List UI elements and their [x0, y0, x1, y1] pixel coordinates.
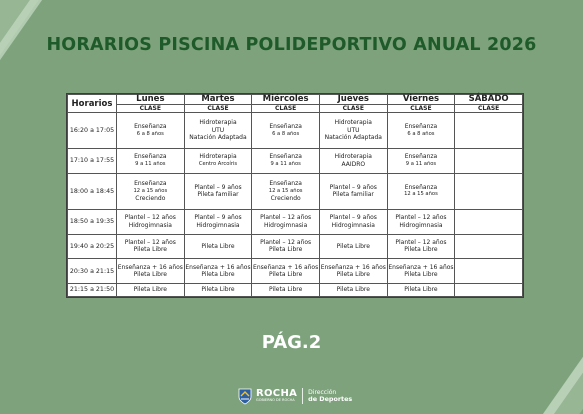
- class-line: Centro Arcoíris: [198, 160, 238, 167]
- class-line: Natación Adaptada: [189, 134, 247, 142]
- class-line: 12 a 15 años: [404, 191, 438, 198]
- class-header: CLASE: [117, 105, 185, 113]
- class-header: CLASE: [252, 105, 320, 113]
- class-header: CLASE: [319, 105, 387, 113]
- time-slot: 16:20 a 17:05: [68, 113, 117, 149]
- time-slot: 21:15 a 21:50: [68, 283, 117, 296]
- time-slot: 17:10 a 17:55: [68, 149, 117, 174]
- table-row: [68, 149, 523, 174]
- class-cell: [184, 283, 252, 296]
- class-cell: [387, 259, 455, 284]
- class-line: Pileta familiar: [332, 191, 374, 199]
- class-line: Enseñanza: [269, 123, 302, 131]
- footer-logo: [236, 387, 352, 405]
- department-line-2: de Deportes: [308, 395, 353, 403]
- class-cell: [387, 173, 455, 209]
- class-cell: [252, 173, 320, 209]
- schedule-body: [68, 113, 523, 297]
- class-line: Enseñanza + 16 años: [185, 263, 251, 271]
- class-line: Plantel – 12 años: [395, 214, 447, 222]
- class-header: CLASE: [455, 105, 523, 113]
- class-cell: [252, 259, 320, 284]
- class-line: 12 a 15 años: [133, 187, 168, 194]
- class-cell: [252, 234, 320, 259]
- class-line: Creciendo: [270, 195, 301, 203]
- class-line: Enseñanza + 16 años: [388, 263, 454, 271]
- class-line: Enseñanza: [404, 153, 438, 161]
- time-slot: 18:50 a 19:35: [68, 209, 117, 234]
- class-header: CLASE: [387, 105, 455, 113]
- class-cell: [117, 234, 185, 259]
- class-line: Pileta Libre: [336, 286, 370, 294]
- class-line: 9 a 11 años: [135, 160, 166, 167]
- class-cell: [455, 113, 523, 149]
- class-cell: [184, 234, 252, 259]
- class-line: Pileta Libre: [404, 271, 438, 279]
- class-line: Plantel – 12 años: [124, 214, 176, 222]
- department-line-1: Dirección: [308, 389, 337, 396]
- schedule-table-container: [66, 93, 524, 298]
- class-line: Pileta Libre: [268, 246, 303, 254]
- class-cell: [252, 283, 320, 296]
- class-line: UTU: [211, 126, 225, 134]
- class-line: 12 a 15 años: [268, 187, 303, 194]
- class-line: Natación Adaptada: [324, 134, 382, 142]
- class-line: Plantel – 12 años: [395, 238, 447, 246]
- table-row: [68, 209, 523, 234]
- class-line: UTU: [347, 126, 360, 134]
- class-line: Enseñanza: [134, 123, 167, 131]
- class-cell: [184, 173, 252, 209]
- class-line: Pileta Libre: [268, 286, 303, 294]
- class-cell: [117, 173, 185, 209]
- class-cell: [117, 209, 185, 234]
- class-cell: [455, 173, 523, 209]
- table-row: [68, 173, 523, 209]
- class-cell: [455, 209, 523, 234]
- day-header-wednesday: Miércoles: [252, 95, 320, 105]
- class-line: Pileta Libre: [268, 271, 303, 279]
- class-line: Hidroterapia: [199, 119, 237, 127]
- class-cell: [117, 149, 185, 174]
- class-cell: [455, 283, 523, 296]
- class-line: Plantel – 12 años: [260, 238, 312, 246]
- footer-divider: [302, 388, 303, 404]
- class-line: Pileta Libre: [404, 246, 438, 254]
- page-number: PÁG.2: [261, 332, 322, 353]
- class-cell: [387, 149, 455, 174]
- class-cell: [252, 149, 320, 174]
- class-line: Enseñanza: [404, 123, 438, 131]
- class-line: Pileta Libre: [133, 246, 167, 254]
- class-cell: [319, 209, 387, 234]
- class-line: Enseñanza: [134, 180, 167, 188]
- day-header-thursday: Jueves: [319, 95, 387, 105]
- table-row: [68, 113, 523, 149]
- class-line: 9 a 11 años: [405, 160, 437, 167]
- logo-name: ROCHA: [256, 388, 298, 400]
- class-line: Pileta Libre: [133, 286, 167, 294]
- class-line: 6 a 8 años: [136, 130, 164, 137]
- class-line: Pileta Libre: [404, 286, 438, 294]
- class-line: Hidrogimnasia: [399, 221, 443, 229]
- class-line: Enseñanza: [269, 153, 302, 161]
- time-slot: 19:40 a 20:25: [68, 234, 117, 259]
- schedule-table: [67, 94, 523, 297]
- class-line: 6 a 8 años: [272, 130, 300, 137]
- class-cell: [387, 209, 455, 234]
- class-line: Plantel – 9 años: [329, 183, 377, 191]
- class-line: Plantel – 9 años: [194, 214, 242, 222]
- class-line: Pileta Libre: [336, 242, 370, 250]
- class-cell: [387, 283, 455, 296]
- class-cell: [455, 149, 523, 174]
- class-line: Pileta Libre: [201, 286, 235, 294]
- class-line: Hidrogimnasia: [128, 221, 172, 229]
- class-cell: [184, 113, 252, 149]
- class-line: Hidrogimnasia: [264, 221, 308, 229]
- class-header-row: [68, 105, 523, 113]
- class-line: Plantel – 12 años: [124, 238, 176, 246]
- day-header-tuesday: Martes: [184, 95, 252, 105]
- class-line: 6 a 8 años: [407, 130, 435, 137]
- class-header: CLASE: [184, 105, 252, 113]
- class-cell: [319, 113, 387, 149]
- day-header-saturday: SÁBADO: [455, 95, 523, 105]
- class-line: Pileta familiar: [197, 191, 239, 199]
- class-cell: [117, 283, 185, 296]
- logo-subtitle: GOBIERNO DE ROCHA: [256, 398, 295, 403]
- class-cell: [184, 149, 252, 174]
- table-row: [68, 259, 523, 284]
- class-cell: [117, 113, 185, 149]
- logo-text: [256, 389, 297, 403]
- class-cell: [117, 259, 185, 284]
- class-line: Enseñanza: [269, 180, 302, 188]
- class-line: Enseñanza: [134, 153, 167, 161]
- class-line: Creciendo: [135, 195, 166, 203]
- class-line: Enseñanza: [404, 183, 438, 191]
- table-row: [68, 234, 523, 259]
- class-cell: [184, 259, 252, 284]
- days-header-row: [68, 95, 523, 105]
- class-cell: [319, 283, 387, 296]
- hours-header: Horarios: [68, 95, 117, 113]
- class-cell: [387, 234, 455, 259]
- class-line: Enseñanza + 16 años: [253, 263, 319, 271]
- class-cell: [319, 259, 387, 284]
- class-line: Hidroterapia: [334, 119, 372, 127]
- class-line: Hidroterapia: [199, 153, 237, 161]
- class-line: Pileta Libre: [336, 271, 370, 279]
- page-title: HORARIOS PISCINA POLIDEPORTIVO ANUAL 2026: [46, 35, 537, 55]
- class-cell: [252, 113, 320, 149]
- class-line: Plantel – 9 años: [329, 214, 377, 222]
- class-cell: [252, 209, 320, 234]
- class-cell: [387, 113, 455, 149]
- class-line: Enseñanza + 16 años: [117, 263, 183, 271]
- class-cell: [319, 173, 387, 209]
- department-label: [308, 389, 352, 403]
- class-line: Enseñanza + 16 años: [320, 263, 386, 271]
- class-line: Pileta Libre: [201, 242, 235, 250]
- time-slot: 18:00 a 18:45: [68, 173, 117, 209]
- class-line: 9 a 11 años: [270, 160, 301, 167]
- class-cell: [455, 234, 523, 259]
- class-line: Plantel – 9 años: [194, 183, 242, 191]
- rocha-shield-icon: [236, 387, 254, 405]
- class-line: Hidrogimnasia: [196, 221, 240, 229]
- class-line: AAIDRO: [341, 160, 366, 168]
- class-cell: [455, 259, 523, 284]
- day-header-friday: Viernes: [387, 95, 455, 105]
- class-cell: [319, 234, 387, 259]
- class-cell: [184, 209, 252, 234]
- table-row: [68, 283, 523, 296]
- class-line: Pileta Libre: [201, 271, 235, 279]
- class-line: Hidroterapia: [334, 153, 372, 161]
- time-slot: 20:30 a 21:15: [68, 259, 117, 284]
- day-header-monday: Lunes: [117, 95, 185, 105]
- class-cell: [319, 149, 387, 174]
- class-line: Plantel – 12 años: [260, 214, 312, 222]
- class-line: Pileta Libre: [133, 271, 167, 279]
- class-line: Hidrogimnasia: [331, 221, 375, 229]
